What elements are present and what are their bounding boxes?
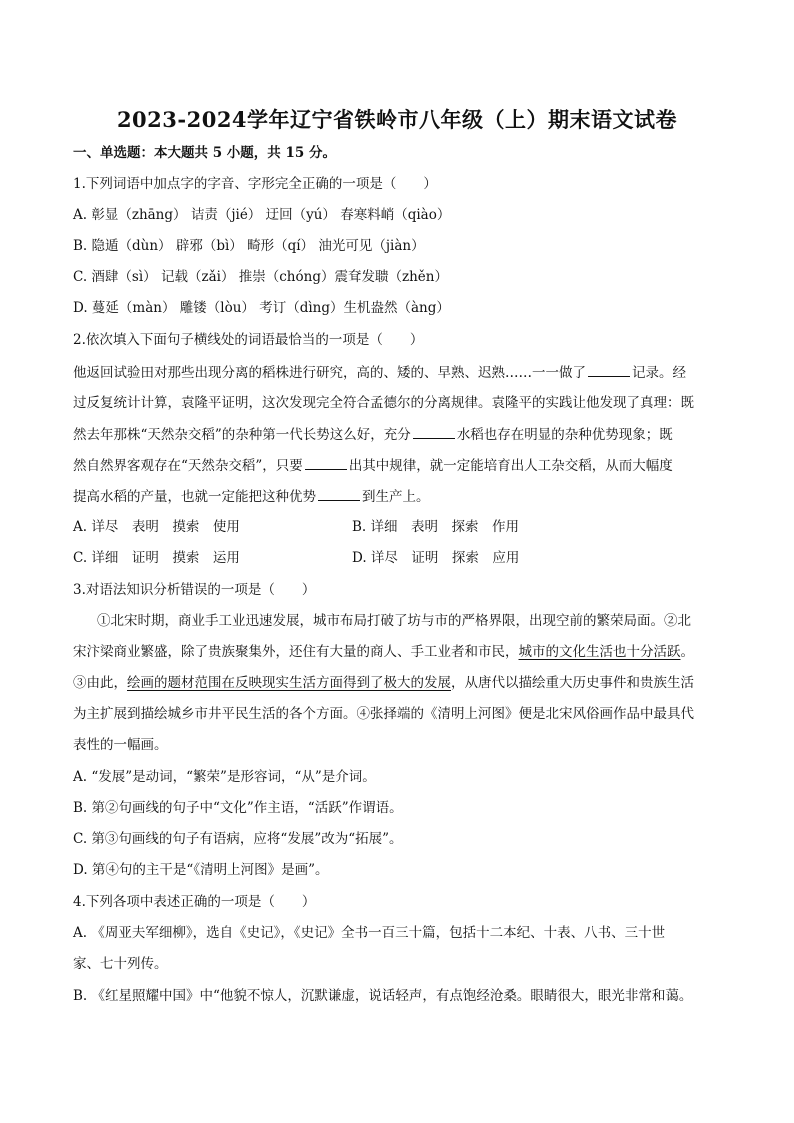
q2-stem: 2.依次填入下面句子横线处的词语最恰当的一项是（ ） (73, 332, 424, 348)
fill-blank-1 (588, 362, 630, 377)
q2-passage-text: 他返回试验田对那些出现分离的稻株进行研究，高的、矮的、早熟、迟熟……一一做了 (73, 365, 586, 381)
fill-blank-4 (318, 486, 360, 501)
q3-option-d: D. 第④句的主干是“《清明上河图》是画”。 (73, 862, 329, 878)
q3-option-c: C. 第③句画线的句子有语病，应将“发展”改为“拓展”。 (73, 831, 403, 847)
underlined-sentence-3: 绘画的题材范围在反映现实生活方面得到了极大的发展 (127, 675, 451, 691)
q3-passage-text: ③由此， (73, 675, 127, 691)
q2-options-row-2 (73, 548, 723, 568)
q2-option-c: C. 详细 证明 摸索 运用 (73, 550, 240, 566)
fill-blank-2 (413, 424, 455, 439)
q3-passage-text: 。 (680, 644, 694, 660)
q3-passage-line (73, 673, 694, 693)
q3-option-a: A. “发展”是动词，“繁荣”是形容词，“从”是介词。 (73, 769, 376, 785)
q3-passage-line: 表性的一幅画。 (73, 737, 168, 753)
q4-option-a-line: 家、七十列传。 (73, 956, 168, 972)
section-heading: 一、单选题：本大题共 5 小题，共 15 分。 (73, 145, 336, 161)
page-title: 2023-2024学年辽宁省铁岭市八年级（上）期末语文试卷 (116, 107, 678, 132)
q3-passage-line: 为主扩展到描绘城乡市井平民生活的各个方面。④张择端的《清明上河图》便是北宋风俗画作品中最具代 (73, 706, 694, 722)
q1-option-a: A. 彰显（zhāng） 诘责（jié） 迂回（yú） 春寒料峭（qiào） (73, 207, 451, 223)
q3-stem: 3.对语法知识分析错误的一项是（ ） (73, 582, 316, 598)
q2-option-a: A. 详尽 表明 摸索 使用 (73, 519, 240, 535)
q1-option-c: C. 酒肆（sì） 记载（zǎi） 推崇（chóng）震耷发聩（zhěn） (73, 269, 448, 285)
q3-passage-text: 宋汴梁商业繁盛，除了贵族聚集外，还住有大量的商人、手工业者和市民， (73, 644, 519, 660)
q2-passage-line (73, 455, 673, 476)
q2-passage-text: 水稻也存在明显的杂种优势现象；既 (456, 427, 673, 443)
q2-passage-line (73, 486, 430, 507)
q2-passage-text: 出其中规律，就一定能培育出人工杂交稻，从而大幅度 (348, 458, 673, 474)
q3-passage-line (73, 642, 694, 662)
underlined-sentence-2: 城市的文化生活也十分活跃 (518, 644, 681, 660)
q4-option-b-line: B. 《红星照耀中国》中“他貌不惊人，沉默谦虚，说话轻声，有点饱经沧桑。眼睛很大，眼光非常和蔼。 (73, 988, 693, 1004)
q4-option-a-line: A. 《周亚夫军细柳》，选自《史记》，《史记》全书一百三十篇，包括十二本纪、十表、八书、三十世 (73, 925, 666, 941)
q2-option-d: D. 详尽 证明 探索 应用 (352, 550, 520, 566)
q1-option-d: D. 蔓延（màn） 雕镂（lòu） 考订（dìng）生机盎然（àng） (73, 300, 450, 316)
q2-passage-line (73, 424, 673, 445)
q3-option-b: B. 第②句画线的句子中“文化”作主语，“活跃”作谓语。 (73, 800, 403, 816)
q4-stem: 4.下列各项中表述正确的一项是（ ） (73, 894, 316, 910)
q2-passage-text: 然去年那株“天然杂交稻”的杂种第一代长势这么好，充分 (73, 427, 411, 443)
q2-option-b: B. 详细 表明 探索 作用 (352, 519, 520, 535)
q1-option-b: B. 隐遁（dùn） 辟邪（bì） 畸形（qí） 油光可见（jiàn） (73, 238, 425, 254)
q3-passage-text: ，从唐代以描绘重大历史事件和贵族生活 (451, 675, 694, 691)
q2-passage-text: 到生产上。 (362, 489, 430, 505)
q2-options-row-1 (73, 517, 723, 537)
q2-passage-line: 过反复统计计算，袁隆平证明，这次发现完全符合孟德尔的分离规律。袁隆平的实践让他发现了真理：既 (73, 395, 694, 411)
q2-passage-line (73, 362, 686, 383)
q3-passage-line: ①北宋时期，商业手工业迅速发展，城市布局打破了坊与市的严格界限，出现空前的繁荣局面。②北 (97, 613, 691, 629)
q2-passage-text: 记录。经 (632, 365, 686, 381)
q2-passage-text: 然自然界客观存在“天然杂交稻”，只要 (73, 458, 303, 474)
fill-blank-3 (305, 455, 347, 470)
q1-stem: 1.下列词语中加点字的字音、字形完全正确的一项是（ ） (73, 176, 437, 192)
q2-passage-text: 提高水稻的产量，也就一定能把这种优势 (73, 489, 316, 505)
